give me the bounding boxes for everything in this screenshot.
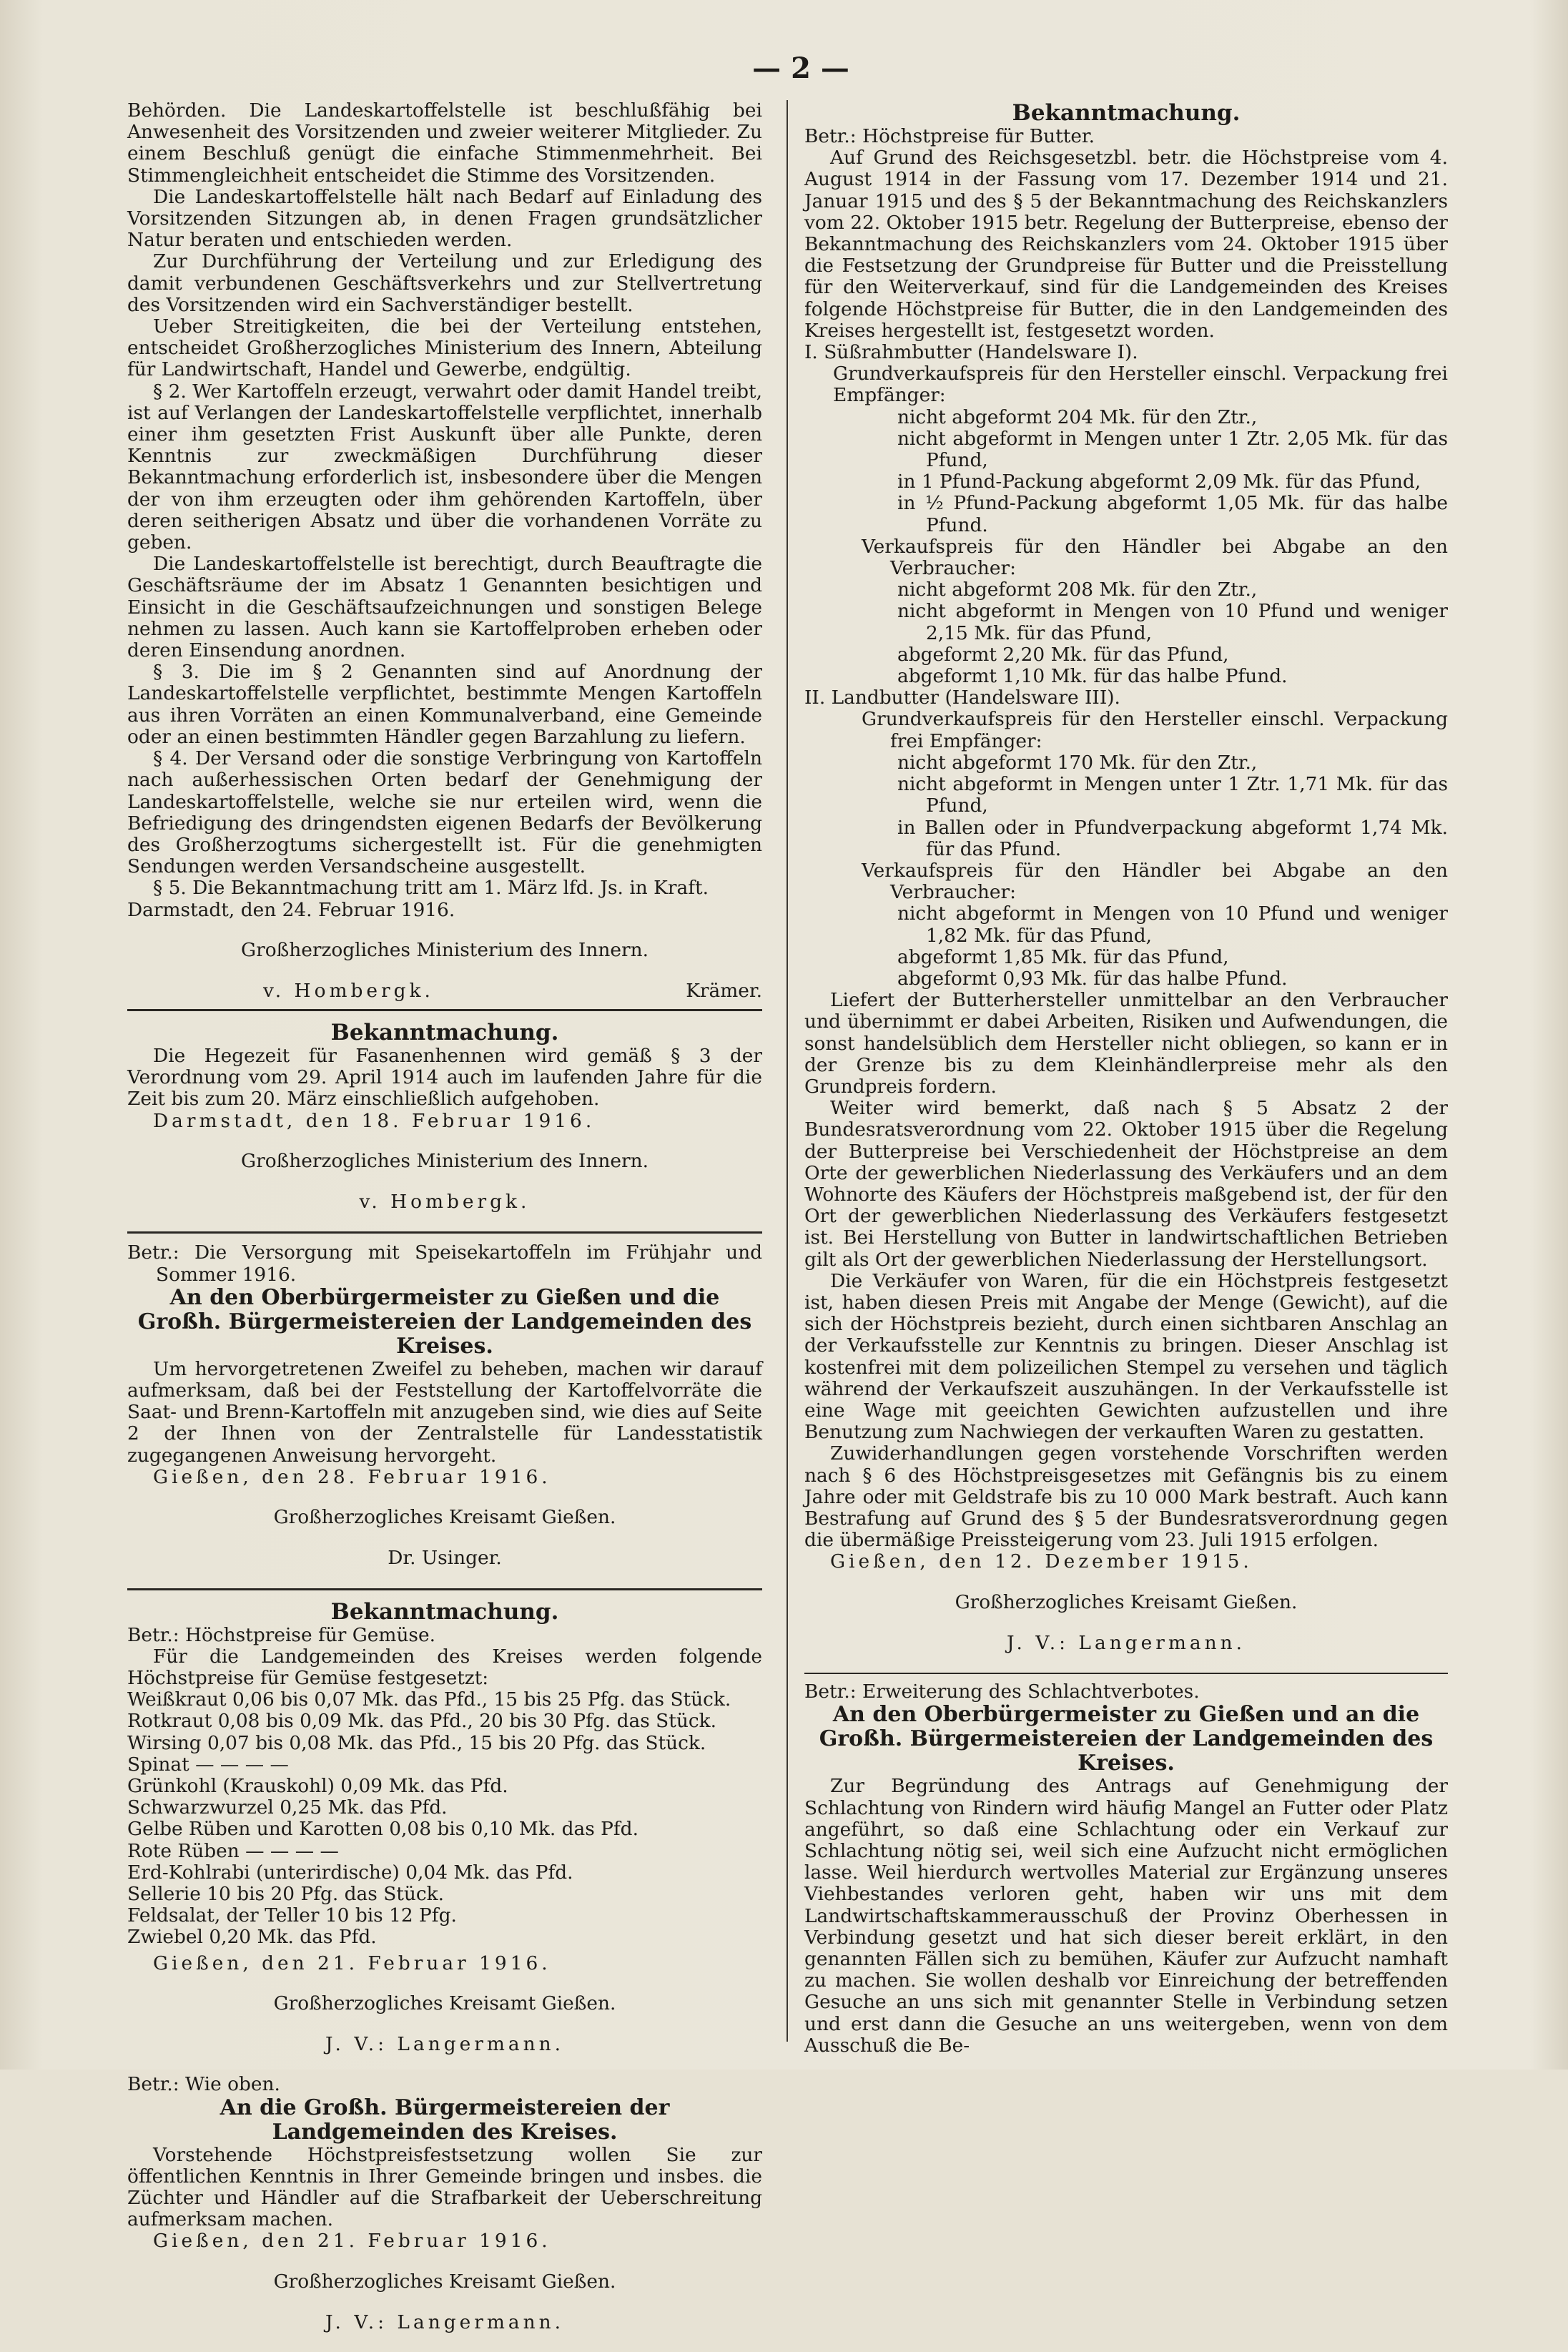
price-heading: Grundverkaufspreis für den Hersteller einschl. Verpackung frei Empfänger: [833,363,1448,407]
column-divider [787,100,788,2042]
price-item: abgeformt 2,20 Mk. für das Pfund, [897,643,1229,666]
paragraph: Behörden. Die Landeskartoffelstelle ist beschlußfähig bei Anwesenheit des Vorsitzenden und zweier weiterer Mitglieder. Zu einem Beschluß genügt die einfache Stimmenmehrheit. Bei Stimmengleichheit entscheidet die Stimme des Vorsitzenden. [127,99,762,187]
list-item: Zwiebel 0,20 Mk. das Pfd. [127,1926,377,1949]
paragraph: Vorstehende Höchstpreisfestsetzung wollen Sie zur öffentlichen Kenntnis in Ihrer Gemeinde bringen und insbes. die Züchter und Händler auf die Strafbarkeit der Ueberschreitung aufmerksam machen. [127,2143,762,2231]
office: Großherzogliches Kreisamt Gießen. [273,1992,616,2015]
price-item: in 1 Pfund-Packung abgeformt 2,09 Mk. für das Pfund, [897,471,1421,493]
price-item: nicht abgeformt in Mengen unter 1 Ztr. 2,05 Mk. für das Pfund, [897,427,1448,472]
subject-line: Betr.: Erweiterung des Schlachtverbotes. [804,1681,1200,1703]
paragraph: Die Verkäufer von Waren, für die ein Höchstpreis festgesetzt ist, haben diesen Preis mit Angabe der Menge (Gewicht), auf die sich der Höchstpreis bezieht, durch einen sichtbaren Anschlag an der Verkaufsstelle zur Kenntnis zu bringen. Dieser Anschlag ist kostenfrei mit dem polizeilichen Stempel zu versehen und täglich während der Verkaufszeit auszuhängen. In der Verkaufsstelle ist eine Wage mit geeichten Gewichten aufzustellen und ihre Benutzung zum Nachwiegen der verkauften Waren zu gestatten. [804,1269,1448,1444]
section-heading: I. Süßrahmbutter (Handelsware I). [804,341,1138,364]
paragraph: Ueber Streitigkeiten, die bei der Verteilung entstehen, entscheidet Großherzogliches Ministerium des Innern, Abteilung für Landwirtschaft, Handel und Gewerbe, endgültig. [127,315,762,381]
signature: J. V.: Langermann. [325,2032,564,2055]
price-item: nicht abgeformt 204 Mk. für den Ztr., [897,405,1258,428]
price-item: abgeformt 0,93 Mk. für das halbe Pfund. [897,967,1288,990]
price-heading: Verkaufspreis für den Händler bei Abgabe an den Verbraucher: [862,535,1448,580]
list-item: Spinat — — — — [127,1753,289,1776]
price-item: nicht abgeformt 208 Mk. für den Ztr., [897,579,1258,601]
price-heading: Verkaufspreis für den Händler bei Abgabe an den Verbraucher: [862,859,1448,904]
office: Großherzogliches Kreisamt Gießen. [273,1506,616,1529]
left-column [127,100,762,2352]
signature: v. Hombergk. [263,979,434,1002]
list-item: Weißkraut 0,06 bis 0,07 Mk. das Pfd., 15 bis 25 Pfg. das Stück. [127,1688,731,1711]
signature: v. Hombergk. [359,1190,531,1213]
paragraph: Zuwiderhandlungen gegen vorstehende Vorschriften werden nach § 6 des Höchstpreisgesetzes mit Gefängnis bis zu einem Jahre oder mit Geldstrafe bis zu 10 000 Mark bestraft. Auch kann Bestrafung auf Grund des § 5 der Bundesratsverordnung gegen die übermäßige Preissteigerung vom 23. Juli 1915 erfolgen. [804,1442,1448,1552]
office: Großherzogliches Kreisamt Gießen. [955,1591,1298,1613]
price-item: nicht abgeformt in Mengen von 10 Pfund und weniger 1,82 Mk. für das Pfund, [897,902,1448,947]
subject-line: Betr.: Wie oben. [127,2073,280,2096]
list-item: Rotkraut 0,08 bis 0,09 Mk. das Pfd., 20 bis 30 Pfg. das Stück. [127,1710,716,1733]
subject-line: Betr.: Höchstpreise für Butter. [804,125,1095,147]
paragraph: Um hervorgetretenen Zweifel zu beheben, machen wir darauf aufmerksam, daß bei der Feststellung der Kartoffelvorräte die Saat- und Brenn-Kartoffeln mit anzugeben sind, wie dies auf Seite 2 der Ihnen von der Zentralstelle für Landesstatistik zugegangenen Anweisung hervorgeht. [127,1357,762,1467]
heading: Bekanntmachung. [330,1598,559,1625]
place-date: Gießen, den 21. Februar 1916. [153,2230,551,2253]
divider [127,1009,762,1011]
price-item: abgeformt 1,85 Mk. für das Pfund, [897,945,1229,968]
paragraph: Zur Begründung des Antrags auf Genehmigung der Schlachtung von Rindern wird häufig Mangel an Futter oder Platz angeführt, so daß eine Schlachtung oder ein Verkauf zur Schlachtung nötig sei, weil sich eine Aufzucht nicht ermöglichen lasse. Weil hierdurch wertvolles Material zur Ergänzung unseres Viehbestandes verloren geht, haben wir uns mit dem Landwirtschaftskammerausschuß der Provinz Oberhessen in Verbindung gesetzt und hat sich dieser bereit erklärt, in den genannten Fällen sich zu bemühen, Käufer zur Aufzucht namhaft zu machen. Sie wollen deshalb vor Einreichung der betreffenden Gesuche an uns sich mit genannter Stelle in Verbindung setzen und erst dann die Gesuche an uns weitergeben, wenn von dem Ausschuß die Be- [804,1775,1448,2057]
place-date: Gießen, den 28. Februar 1916. [153,1465,551,1488]
heading: Bekanntmachung. [330,1019,559,1045]
section-3: § 3. Die im § 2 Genannten sind auf Anordnung der Landeskartoffelstelle verpflichtet, bestimmte Mengen Kartoffeln aus ihren Vorräten an einen Kommunalverband, eine Gemeinde oder an einen bestimmten Händler gegen Barzahlung zu liefern. [127,661,762,748]
signature: J. V.: Langermann. [325,2311,564,2333]
heading: Bekanntmachung. [1012,100,1241,126]
place-date: Gießen, den 21. Februar 1916. [153,1952,551,1974]
paragraph: Die Hegezeit für Fasanenhennen wird gemäß § 3 der Verordnung vom 29. April 1914 auch im laufenden Jahre für die Zeit bis zum 20. März einschließlich aufgehoben. [127,1044,762,1111]
price-item: abgeformt 1,10 Mk. für das halbe Pfund. [897,665,1288,688]
heading: An die Großh. Bürgermeistereien der Landgemeinden des Kreises. [220,2095,670,2145]
place-date: Darmstadt, den 18. Februar 1916. [153,1109,596,1132]
office: Großherzogliches Ministerium des Innern. [241,1150,649,1173]
price-list [127,1689,762,1948]
price-item: nicht abgeformt in Mengen von 10 Pfund und weniger 2,15 Mk. für das Pfund, [897,600,1448,644]
section-heading: II. Landbutter (Handelsware III). [804,687,1120,709]
paragraph: Auf Grund des Reichsgesetzbl. betr. die Höchstpreise vom 4. August 1914 in der Fassung vom 17. Dezember 1914 und 21. Januar 1915 und des § 5 der Bekanntmachung des Reichskanzlers vom 22. Oktober 1915 betr. Regelung der Butterpreise, ebenso der Bekanntmachung des Reichskanzlers vom 24. Oktober 1915 über die Festsetzung der Grundpreise für Butter und die Preisstellung für den Weiterverkauf, sind für die Landgemeinden des Kreises folgende Höchstpreise für Butter, die in den Landgemeinden des Kreises hergestellt ist, festgesetzt worden. [804,147,1449,342]
signature-line [127,980,762,1002]
place-date: Gießen, den 12. Dezember 1915. [830,1550,1253,1573]
subject-line: Betr.: Höchstpreise für Gemüse. [127,1623,435,1646]
paragraph: Zur Durchführung der Verteilung und zur Erledigung des damit verbundenen Geschäftsverkehrs und zur Stellvertretung des Vorsitzenden wird ein Sachverständiger bestellt. [127,250,762,316]
heading: An den Oberbürgermeister zu Gießen und die Großh. Bürgermeistereien der Landgemeinden des Kreises. [137,1284,752,1359]
subject-line: Betr.: Die Versorgung mit Speisekartoffeln im Frühjahr und Sommer 1916. [127,1241,762,1286]
page-number: — 2 — [752,51,849,85]
list-item: Feldsalat, der Teller 10 bis 12 Pfg. [127,1904,457,1927]
list-item: Erd-Kohlrabi (unterirdische) 0,04 Mk. das Pfd. [127,1861,573,1884]
section-5: § 5. Die Bekanntmachung tritt am 1. März lfd. Js. in Kraft. [153,877,709,900]
divider [127,1588,762,1590]
signature: J. V.: Langermann. [1007,1631,1246,1654]
paragraph: Die Landeskartoffelstelle hält nach Bedarf auf Einladung des Vorsitzenden Sitzungen ab, in denen Fragen grundsätzlicher Natur beraten und entschieden werden. [127,185,762,252]
right-column [804,100,1448,2057]
office: Großherzogliches Ministerium des Innern. [241,939,649,962]
place-date: Darmstadt, den 24. Februar 1916. [127,898,455,921]
paragraph: Für die Landgemeinden des Kreises werden folgende Höchstpreise für Gemüse festgesetzt: [127,1645,762,1689]
signature: Krämer. [686,979,762,1002]
divider [804,1673,1448,1674]
divider [127,1231,762,1234]
paragraph: Weiter wird bemerkt, daß nach § 5 Absatz 2 der Bundesratsverordnung vom 22. Oktober 1915 über die Regelung der Butterpreise bei Verschiedenheit der Höchstpreise an dem Orte der gewerblichen Niederlassung des Verkäufers und an dem Wohnorte des Käufers der Höchstpreis maßgebend ist, der für den Ort der gewerblichen Niederlassung des Verkäufers festgesetzt ist. Bei Herstellung von Butter in landwirtschaftlichen Betrieben gilt als Ort der gewerblichen Niederlassung der Herstellungsort. [804,1097,1448,1271]
price-item: nicht abgeformt in Mengen unter 1 Ztr. 1,71 Mk. für das Pfund, [897,773,1448,817]
paragraph: Liefert der Butterhersteller unmittelbar an den Verbraucher und übernimmt er dabei Arbeiten, Risiken und Aufwendungen, die sonst handelsüblich dem Hersteller nicht obliegen, so kann er in der Grenze bis zu dem Kleinhändlerpreise mehr als den Grundpreis fordern. [804,989,1448,1098]
paragraph: Die Landeskartoffelstelle ist berechtigt, durch Beauftragte die Geschäftsräume der im Absatz 1 Genannten besichtigen und Einsicht in die Geschäftsaufzeichnungen und sonstigen Belege nehmen zu lassen. Auch kann sie Kartoffelproben erheben oder deren Einsendung anordnen. [127,553,762,662]
section-4: § 4. Der Versand oder die sonstige Verbringung von Kartoffeln nach außerhessischen Orten bedarf der Genehmigung der Landeskartoffelstelle, welche sie nur erteilen wird, wenn die Befriedigung des dringendsten eigenen Bedarfs der Bevölkerung des Großherzogtums sichergestellt ist. Für die genehmigten Sendungen werden Versandscheine ausgestellt. [127,747,762,878]
list-item: Schwarzwurzel 0,25 Mk. das Pfd. [127,1796,448,1819]
heading: An den Oberbürgermeister zu Gießen und an die Großh. Bürgermeistereien der Landgemeinden des Kreises. [819,1702,1434,1776]
list-item: Grünkohl (Krauskohl) 0,09 Mk. das Pfd. [127,1774,508,1797]
price-item: in Ballen oder in Pfundverpackung abgeformt 1,74 Mk. für das Pfund. [897,816,1448,860]
signature: Dr. Usinger. [388,1546,502,1569]
price-item: nicht abgeformt 170 Mk. für den Ztr., [897,751,1258,774]
section-2: § 2. Wer Kartoffeln erzeugt, verwahrt oder damit Handel treibt, ist auf Verlangen der Landeskartoffelstelle verpflichtet, innerhalb einer ihm gesetzten Frist Auskunft über alle Punkte, deren Kenntnis zur zweckmäßigen Durchführung dieser Bekanntmachung erforderlich ist, insbesondere über die Mengen der von ihm erzeugten oder ihm gehörenden Kartoffeln, über deren seitherigen Absatz und über die vorhandenen Vorräte zu geben. [127,380,762,554]
price-heading: Grundverkaufspreis für den Hersteller einschl. Verpackung frei Empfänger: [862,708,1448,752]
list-item: Wirsing 0,07 bis 0,08 Mk. das Pfd., 15 bis 20 Pfg. das Stück. [127,1731,706,1754]
office: Großherzogliches Kreisamt Gießen. [273,2270,616,2293]
list-item: Rote Rüben — — — — [127,1839,339,1862]
list-item: Sellerie 10 bis 20 Pfg. das Stück. [127,1882,445,1905]
list-item: Gelbe Rüben und Karotten 0,08 bis 0,10 Mk. das Pfd. [127,1818,638,1841]
price-item: in ½ Pfund-Packung abgeformt 1,05 Mk. für das halbe Pfund. [897,492,1448,536]
